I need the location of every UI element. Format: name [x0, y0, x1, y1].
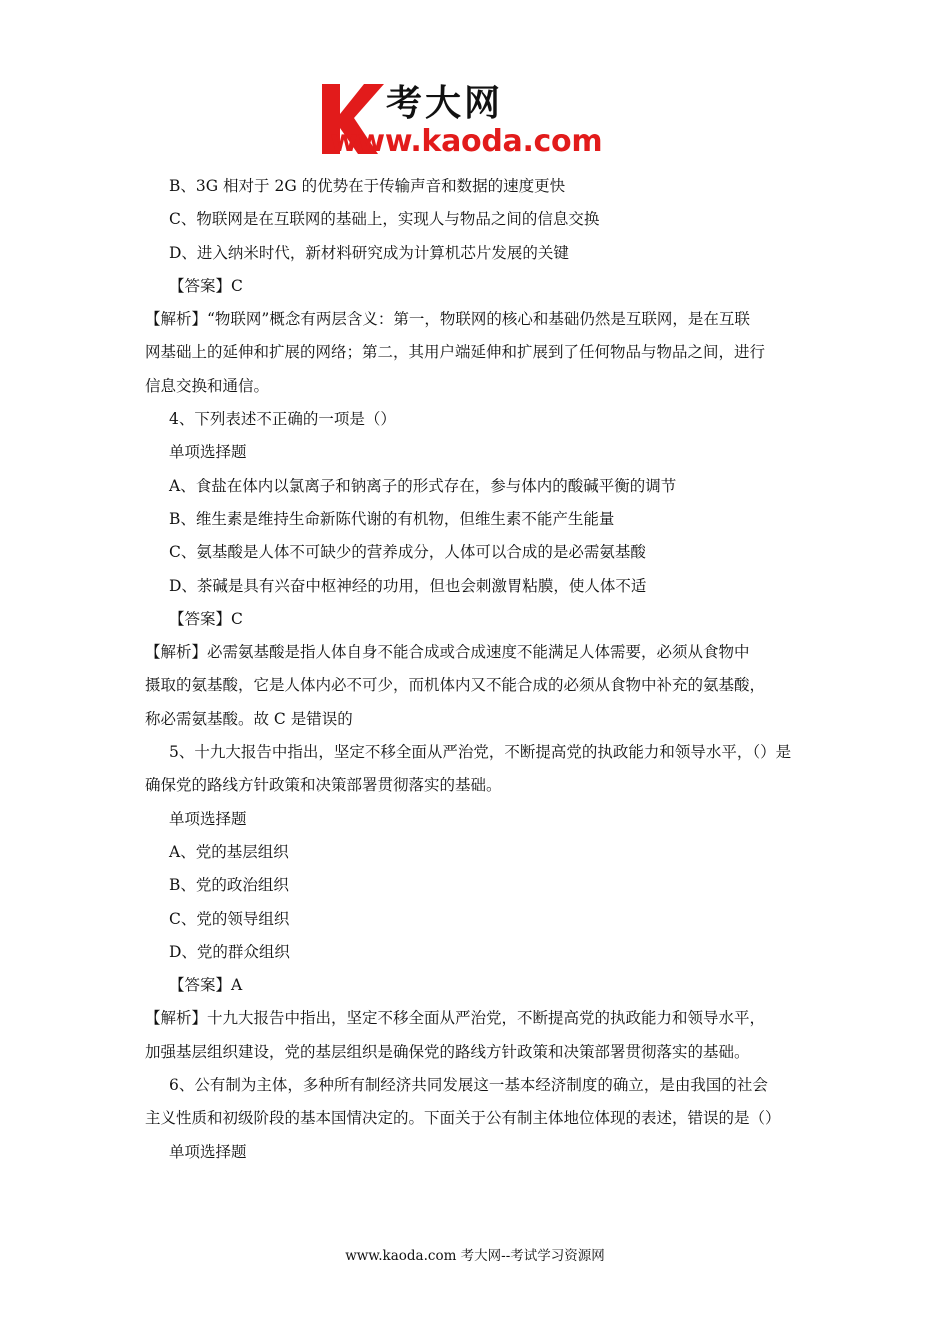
- option-a-q4: A、食盐在体内以氯离子和钠离子的形式存在，参与体内的酸碱平衡的调节: [169, 476, 677, 495]
- option-d-q5: D、党的群众组织: [169, 942, 290, 961]
- option-d-q3: D、进入纳米时代，新材料研究成为计算机芯片发展的关键: [169, 243, 569, 262]
- option-d-q4: D、茶碱是具有兴奋中枢神经的功用，但也会刺激胃粘膜，使人体不适: [169, 576, 647, 595]
- option-c-q3: C、物联网是在互联网的基础上，实现人与物品之间的信息交换: [169, 210, 600, 229]
- kaoda-logo: [318, 80, 638, 160]
- question-4: 4、下列表述不正确的一项是（）: [169, 410, 396, 429]
- option-b-q3: B、3G 相对于 2G 的优势在于传输声音和数据的速度更快: [169, 177, 566, 195]
- logo-url: www.kaoda.com: [330, 124, 603, 159]
- analysis-q3: 【解析】“物联网”概念有两层含义：第一，物联网的核心和基础仍然是互联网，是在互联: [145, 310, 750, 329]
- option-b-q5: B、党的政治组织: [169, 876, 289, 895]
- question-type-q5: 单项选择题: [169, 809, 247, 828]
- question-type-q6: 单项选择题: [169, 1142, 247, 1161]
- document-body: [145, 170, 815, 1169]
- analysis-q5: 【解析】十九大报告中指出，坚定不移全面从严治党，不断提高党的执政能力和领导水平，: [145, 1009, 766, 1028]
- question-6-cont: 主义性质和初级阶段的基本国情决定的。下面关于公有制主体地位体现的表述，错误的是（）: [145, 1109, 781, 1128]
- logo-title: 考大网: [386, 83, 504, 124]
- analysis-q3-cont: 网基础上的延伸和扩展的网络；第二，其用户端延伸和扩展到了任何物品与物品之间，进行: [145, 343, 766, 362]
- answer-q3: 【答案】C: [169, 276, 243, 295]
- analysis-q3-end: 信息交换和通信。: [145, 376, 270, 395]
- question-6: 6、公有制为主体，多种所有制经济共同发展这一基本经济制度的确立，是由我国的社会: [169, 1076, 768, 1095]
- analysis-q5-cont: 加强基层组织建设，党的基层组织是确保党的路线方针政策和决策部署贯彻落实的基础。: [145, 1042, 750, 1061]
- question-5-cont: 确保党的路线方针政策和决策部署贯彻落实的基础。: [145, 776, 502, 795]
- analysis-q4: 【解析】必需氨基酸是指人体自身不能合成或合成速度不能满足人体需要，必须从食物中: [145, 643, 750, 662]
- page-footer: www.kaoda.com 考大网--考试学习资源网: [345, 1248, 605, 1264]
- option-c-q4: C、氨基酸是人体不可缺少的营养成分，人体可以合成的是必需氨基酸: [169, 543, 646, 562]
- option-b-q4: B、维生素是维持生命新陈代谢的有机物，但维生素不能产生能量: [169, 509, 615, 528]
- option-c-q5: C、党的领导组织: [169, 909, 290, 928]
- analysis-q4-cont: 摄取的氨基酸，它是人体内必不可少，而机体内又不能合成的必须从食物中补充的氨基酸，: [145, 676, 766, 695]
- question-5: 5、十九大报告中指出，坚定不移全面从严治党，不断提高党的执政能力和领导水平，（）是: [169, 743, 792, 762]
- answer-q5: 【答案】A: [169, 976, 243, 995]
- option-a-q5: A、党的基层组织: [169, 842, 289, 861]
- question-type-q4: 单项选择题: [169, 443, 247, 462]
- analysis-q4-end: 称必需氨基酸。故 C 是错误的: [145, 709, 353, 728]
- answer-q4: 【答案】C: [169, 609, 243, 628]
